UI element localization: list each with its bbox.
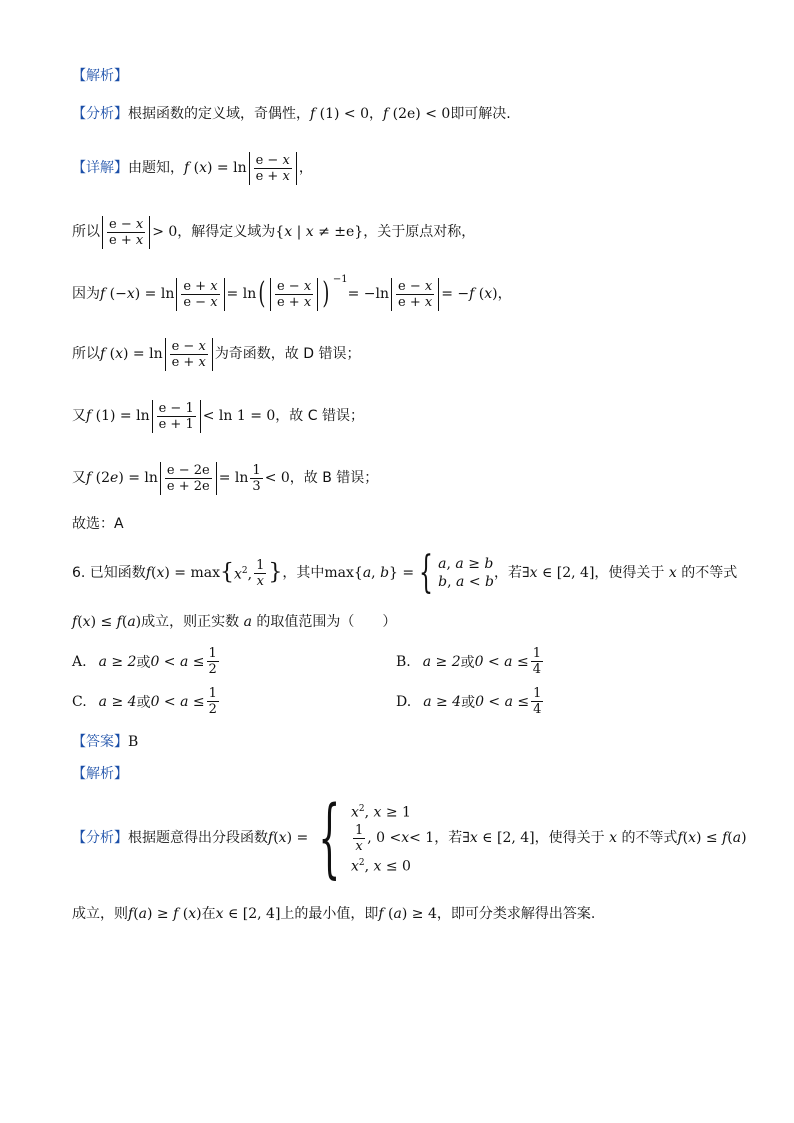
header-jiexi: 【解析】 (72, 68, 128, 84)
answer-line (72, 732, 734, 752)
option-a[interactable] (72, 646, 221, 677)
analysis-line-2: 【分析】 根据题意得出分段函数 f(x) = { $x^2$, x ≥ 1 $\frac{1}{x}$ , 0 < x < 1 $x^2$, x ≤ 0 ，若 ∃x ∈ [2, 4] ，使得关于 x 的不等式 f(x) ≤ f(a) (72, 788, 747, 888)
option-c-num: 1 (208, 686, 217, 701)
option-b-or: 或 (460, 654, 475, 671)
symmetric-text: ，关于原点对称， (363, 224, 476, 240)
option-c-cond2: 0 < a ≤ (150, 693, 205, 710)
option-a-num: 1 (208, 646, 217, 661)
math-fx-def: f (x) = ln (184, 160, 247, 176)
choose-text: 故选：A (72, 516, 124, 532)
abs-fraction: $\frac{e - x}{e + x}$ (102, 216, 150, 249)
math-domain-set: {x | x ≠ ±e} (275, 224, 364, 240)
comma: ， (369, 106, 384, 122)
option-d-or: 或 (461, 694, 476, 711)
analysis2-text: 根据题意得出分段函数 (128, 830, 268, 846)
domain-text: ，解得定义域为 (177, 224, 276, 240)
option-a-label: A. (72, 653, 87, 670)
section-header-analysis-2 (72, 764, 734, 784)
analysis-line-1 (72, 104, 734, 124)
option-a-cond2: 0 < a ≤ (150, 653, 205, 670)
also-text: 又 (72, 408, 86, 424)
abs-fraction: $\frac{e - x}{e + x}$ (249, 152, 297, 185)
choose-line (72, 514, 734, 534)
inequality-text-2: 的不等式 (621, 830, 678, 846)
holds-text: 成立，则正实数 (141, 614, 240, 630)
also-text-2: 又 (72, 470, 86, 486)
analysis-text-end: 即可解决. (450, 106, 511, 122)
minimum-text: 上的最小值，即 (280, 906, 379, 922)
header-fenxi: 【分析】 (72, 106, 128, 122)
detail-line: 【详解】 由题知， f (x) = ln $\frac{e - x}{e + x}$ ， (72, 152, 313, 184)
section-header-analysis (72, 66, 734, 86)
header-xiangjie: 【详解】 (72, 160, 128, 176)
detail-text: 由题知， (128, 160, 184, 176)
option-b-cond2: 0 < a ≤ (474, 653, 529, 670)
option-d[interactable] (396, 686, 545, 717)
option-b-den: 4 (532, 662, 541, 677)
option-b[interactable] (396, 646, 545, 677)
option-c-or: 或 (136, 694, 151, 711)
question-6-line-2: f(x) ≤ f(a) 成立，则正实数 a 的取值范围为（ ） (72, 614, 397, 630)
option-c-cond1: a ≥ 4 (98, 693, 137, 710)
question-number-text: 6. 已知函数 (72, 565, 146, 581)
where-text: ，其中 (282, 565, 325, 581)
analysis-text: 根据函数的定义域，奇偶性， (128, 106, 310, 122)
option-a-cond1: a ≥ 2 (98, 653, 137, 670)
classify-text: ，即可分类求解得出答案. (436, 906, 596, 922)
question-6-line-1: 6. 已知函数 f(x) = max { $x^2$, $\frac{1}{x}$ } ，其中 max{a, b} = { a, a ≥ b b, a < b ，若 ∃x ∈ [2, 4] ，使得关于 x 的不等式 (72, 547, 738, 598)
f2e-line: 又 f (2e) = ln $\frac{e - 2e}{e + 2e}$ = ln $\frac{1}{3}$ < 0 ，故 B 错误； (72, 462, 379, 494)
domain-line: 所以 $\frac{e - x}{e + x}$ > 0 ，解得定义域为 {x | x ≠ ±e} ，关于原点对称， (72, 216, 476, 248)
b-wrong-text: ，故 B 错误； (289, 470, 379, 486)
because-text: 因为 (72, 286, 100, 302)
so-text: 所以 (72, 224, 100, 240)
on-text: 在 (201, 906, 216, 922)
option-a-or: 或 (136, 654, 151, 671)
such-that-text: ，使得关于 (594, 565, 665, 581)
range-text: 的取值范围为（ ） (256, 614, 397, 630)
answer-value: B (128, 734, 139, 750)
math-f1: f (1) < 0 (310, 106, 370, 122)
option-d-cond1: a ≥ 4 (423, 693, 462, 710)
header-fenxi-2: 【分析】 (72, 830, 128, 846)
math-f2e: f (2e) < 0 (383, 106, 451, 122)
option-d-den: 4 (533, 702, 542, 717)
such-that-text-2: ，使得关于 (534, 830, 605, 846)
option-c-den: 2 (208, 702, 217, 717)
option-d-cond2: 0 < a ≤ (475, 693, 530, 710)
odd-text: 为奇函数，故 D 错误； (214, 346, 361, 362)
header-daan: 【答案】 (72, 734, 128, 750)
then-text: 成立，则 (72, 906, 128, 922)
odd-conclusion-line: 所以 f (x) = ln $\frac{e - x}{e + x}$ 为奇函数，故 D 错误； (72, 338, 361, 370)
f1-line: 又 f (1) = ln $\frac{e - 1}{e + 1}$ < ln 1 = 0 ，故 C 错误； (72, 400, 364, 432)
odd-proof-line: 因为 f (−x) = ln $\frac{e + x}{e - x}$ = ln ( $\frac{e - x}{e + x}$ ) −1 = −ln $\frac{e - x}{e + x}$ = −f (x) ， (72, 274, 512, 311)
if-text: ，若 (493, 565, 522, 581)
option-a-den: 2 (208, 662, 217, 677)
inequality-text: 的不等式 (681, 565, 738, 581)
header-jiexi-2: 【解析】 (72, 766, 128, 782)
option-d-label: D. (396, 693, 412, 710)
final-line: 成立，则 f(a) ≥ f (x) 在 x ∈ [2, 4] 上的最小值，即 f (a) ≥ 4 ，即可分类求解得出答案. (72, 906, 596, 922)
so-text-2: 所以 (72, 346, 100, 362)
option-c-label: C. (72, 693, 87, 710)
option-b-num: 1 (532, 646, 541, 661)
option-b-label: B. (396, 653, 411, 670)
option-d-num: 1 (533, 686, 542, 701)
if-text-2: ，若 (434, 830, 463, 846)
option-b-cond1: a ≥ 2 (422, 653, 461, 670)
c-wrong-text: ，故 C 错误； (275, 408, 364, 424)
option-c[interactable] (72, 686, 221, 717)
